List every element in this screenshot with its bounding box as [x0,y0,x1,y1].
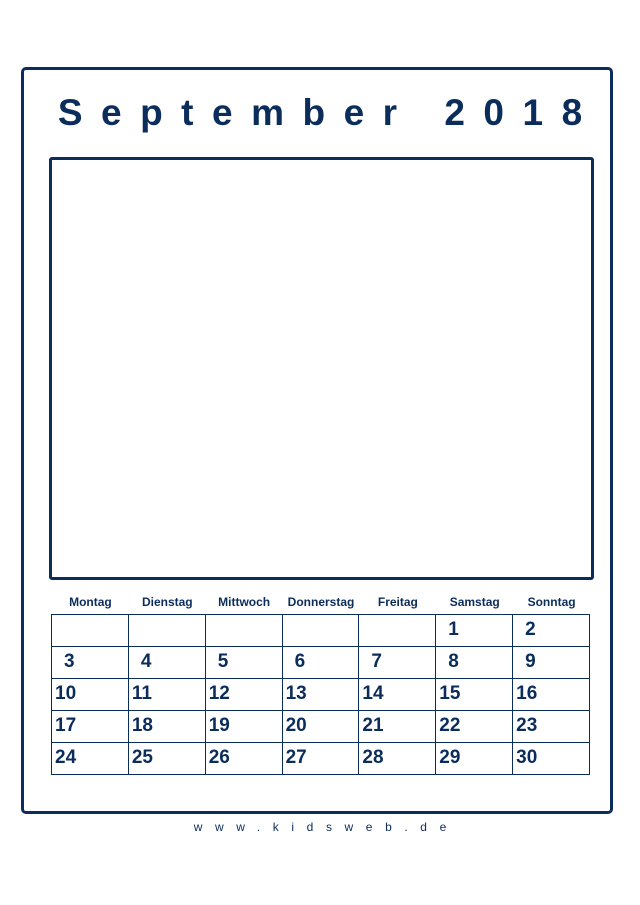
day-cell: 15 [436,679,513,711]
weekday-monday: Montag [69,595,112,609]
day-cell: 6 [283,647,360,679]
weekday-saturday: Samstag [449,595,500,609]
day-cell: 17 [52,711,129,743]
day-cell: 25 [129,743,206,775]
day-cell: 23 [513,711,590,743]
day-cell: 14 [359,679,436,711]
day-cell: 4 [129,647,206,679]
day-cell: 22 [436,711,513,743]
footer-website: www.kidsweb.de [193,820,459,834]
day-cell: 10 [52,679,129,711]
day-cell: 21 [359,711,436,743]
day-cell: 5 [206,647,283,679]
weekday-tuesday: Dienstag [141,595,193,609]
day-cell: 12 [206,679,283,711]
day-cell: 13 [283,679,360,711]
day-cell [129,615,206,647]
weekday-header-row [52,595,590,613]
weekday-sunday: Sonntag [527,595,576,609]
day-cell [359,615,436,647]
day-cell: 1 [436,615,513,647]
weekday-thursday: Donnerstag [287,595,355,609]
day-cell: 30 [513,743,590,775]
weekday-friday: Freitag [377,595,418,609]
day-cell [283,615,360,647]
calendar-title: September 2018 [57,92,601,133]
day-cell: 16 [513,679,590,711]
photo-placeholder-box [49,157,594,580]
day-cell: 8 [436,647,513,679]
weekday-wednesday: Mittwoch [218,595,271,609]
day-cell: 2 [513,615,590,647]
day-cell: 9 [513,647,590,679]
calendar-day-grid [51,614,590,775]
day-cell: 28 [359,743,436,775]
day-cell: 19 [206,711,283,743]
day-cell: 29 [436,743,513,775]
day-cell: 3 [52,647,129,679]
day-cell: 27 [283,743,360,775]
day-cell: 7 [359,647,436,679]
day-cell: 18 [129,711,206,743]
day-cell [52,615,129,647]
day-cell: 11 [129,679,206,711]
day-cell: 26 [206,743,283,775]
day-cell: 24 [52,743,129,775]
day-cell: 20 [283,711,360,743]
day-cell [206,615,283,647]
